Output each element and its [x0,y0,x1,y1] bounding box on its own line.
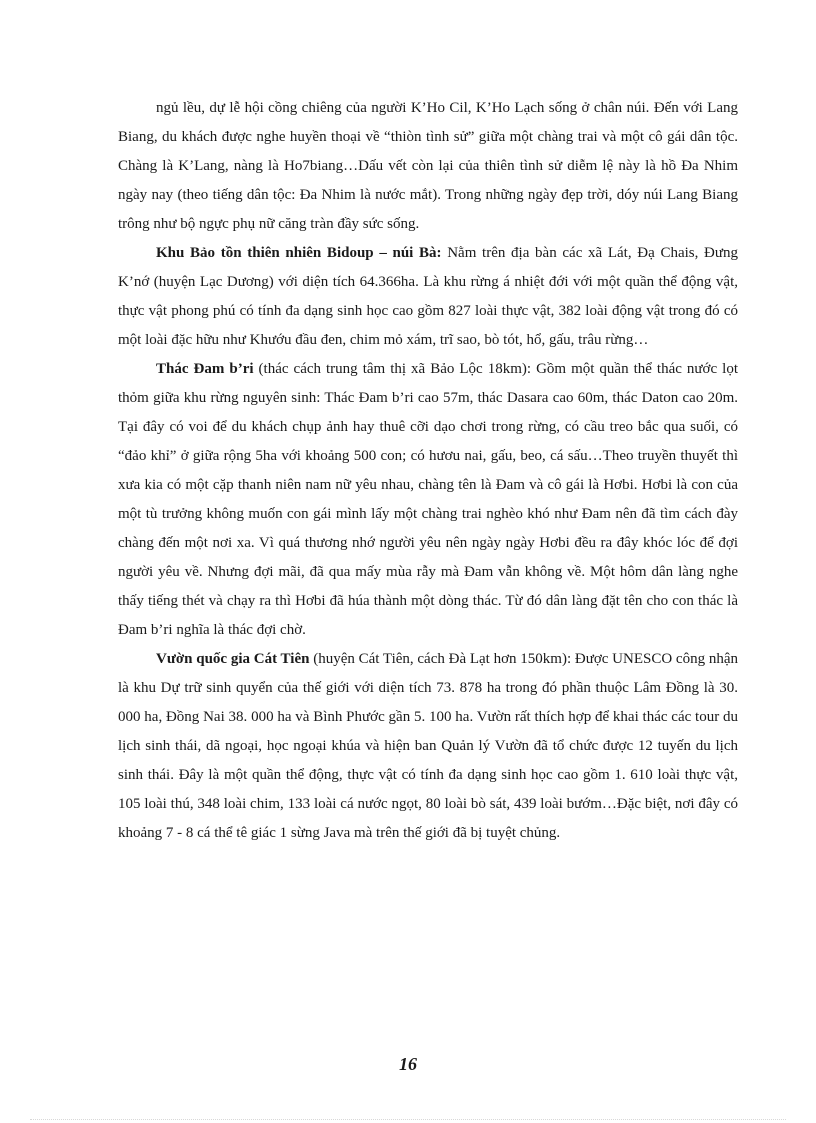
paragraph-cat-tien [118,645,738,848]
paragraph-heading: Khu Bảo tồn thiên nhiên Bidoup – núi Bà: [156,245,442,261]
paragraph-text: ngủ lều, dự lễ hội cồng chiêng của người K’Ho Cil, K’Ho Lạch sống ở chân núi. Đến với Lang Biang, du khách được nghe huyền thoại về “thiòn tình sử” giữa một chàng trai và một cô gái dân tộc. Chàng là K’Lang, nàng là Ho7biang…Dấu vết còn lại của thiên tình sử diễm lệ này là hồ Đa Nhim ngày nay (theo tiếng dân tộc: Đa Nhim là nước mắt). Trong những ngày đẹp trời, dóy núi Lang Biang trông như bộ ngực phụ nữ căng tràn đầy sức sống. [118,100,738,232]
paragraph-bidoup [118,239,738,355]
paragraph-text: (thác cách trung tâm thị xã Bảo Lộc 18km): Gồm một quần thể thác nước lọt thỏm giữa khu rừng nguyên sinh: Thác Đam b’ri cao 57m, thác Dasara cao 60m, thác Daton cao 20m. Tại đây có voi để du khách chụp ảnh hay thuê cỡi dạo chơi trong rừng, có cầu treo bắc qua suối, có “đảo khỉ” ở giữa rộng 5ha với khoảng 500 con; có hươu nai, gấu, beo, cá sấu…Theo truyền thuyết thì xưa kia có một cặp thanh niên nam nữ yêu nhau, chàng tên là Đam và cô gái là Hơbi. Hơbi là con của một tù trưởng không muốn con gái mình lấy một chàng trai nghèo khó như Đam nên đã tìm cách đày chàng đến một nơi xa. Vì quá thương nhớ người yêu nên ngày ngày Hơbi đều ra đây khóc lóc để đợi người yêu về. Nhưng đợi mãi, đã qua mấy mùa rẫy mà Đam vẫn không về. Một hôm dân làng nghe thấy tiếng thét và chạy ra thì Hơbi đã húa thành một dòng thác. Từ đó dân làng đặt tên cho con thác là Đam b’ri nghĩa là thác đợi chờ. [118,361,738,638]
paragraph-dam-bri [118,355,738,645]
page-bottom-divider [30,1119,786,1120]
paragraph-heading: Vườn quốc gia Cát Tiên [156,651,310,667]
page-number: 16 [399,1054,417,1074]
paragraph-heading: Thác Đam b’ri [156,361,254,377]
paragraph-text: Nằm trên địa bàn các xã Lát, Đạ Chais, Đưng K’nớ (huyện Lạc Dương) với diện tích 64.366ha. Là khu rừng á nhiệt đới với một quần thể động vật, thực vật phong phú có tính đa dạng sinh học cao gồm 827 loài thực vật, 382 loài động vật trong đó có một loài đặc hữu như Khướu đầu đen, chim mỏ xám, trĩ sao, bò tót, hổ, gấu, trâu rừng… [118,245,739,348]
page-body [118,94,738,848]
paragraph-text: (huyện Cát Tiên, cách Đà Lạt hơn 150km): Được UNESCO công nhận là khu Dự trữ sinh quyển của thế giới với diện tích 73. 878 ha trong đó phần thuộc Lâm Đồng là 30. 000 ha, Đồng Nai 38. 000 ha và Bình Phước gần 5. 100 ha. Vườn rất thích hợp để khai thác các tour du lịch sinh thái, dã ngoại, học ngoại khúa và hiện ban Quản lý Vườn đã tổ chức được 12 tuyến du lịch sinh thái. Đây là một quần thể động, thực vật có tính đa dạng sinh học cao gồm 1. 610 loài thực vật, 105 loài thú, 348 loài chim, 133 loài cá nước ngọt, 80 loài bò sát, 439 loài bướm…Đặc biệt, nơi đây có khoảng 7 - 8 cá thể tê giác 1 sừng Java mà trên thế giới đã bị tuyệt chủng. [118,651,739,841]
paragraph-lang-biang [118,94,738,239]
